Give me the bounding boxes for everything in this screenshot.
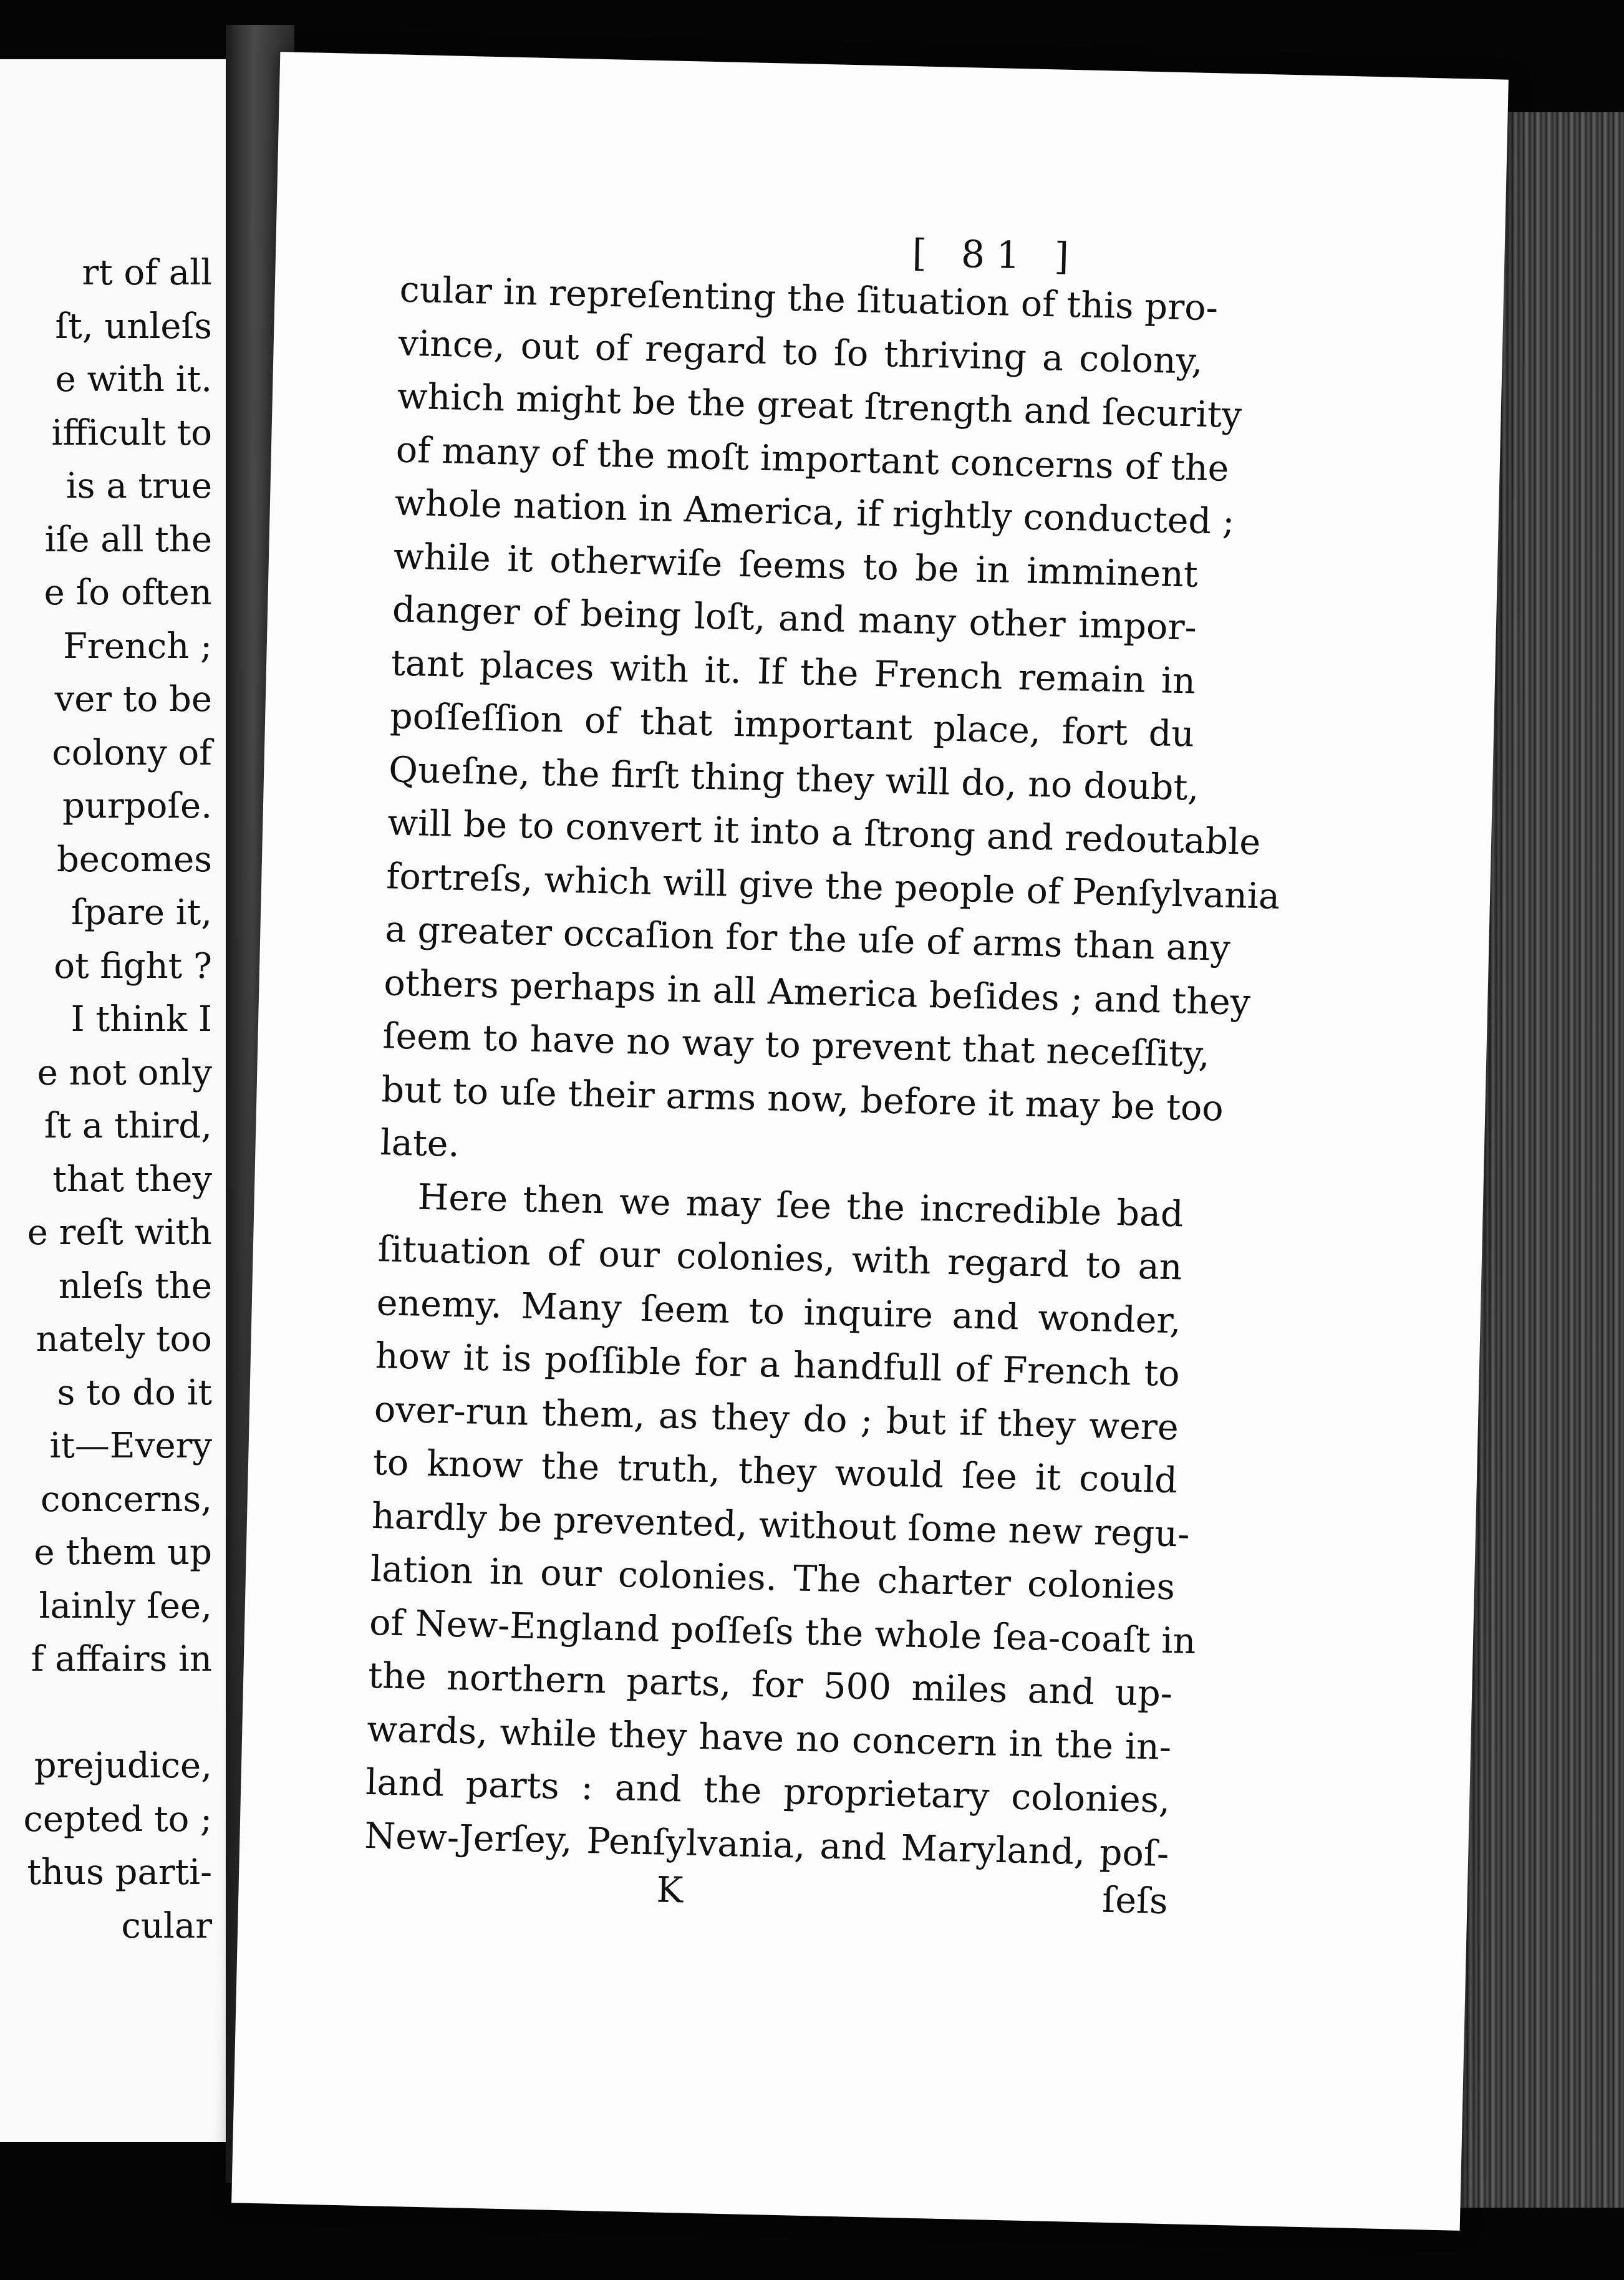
left-line: is a true bbox=[65, 466, 212, 506]
signature-mark: K bbox=[655, 1869, 684, 1911]
text-line: will be to convert it into a ſtrong and redoutable bbox=[387, 802, 1261, 864]
left-line: e them up bbox=[34, 1532, 212, 1573]
text-line: how it is poſſible for a handfull of French to bbox=[375, 1335, 1181, 1395]
text-line: poſſeſſion of that important place, fort du bbox=[389, 695, 1195, 755]
text-line: to know the truth, they would ſee it could bbox=[372, 1442, 1178, 1502]
left-line: it—Every bbox=[49, 1426, 212, 1466]
left-line: rt of all bbox=[82, 253, 212, 293]
text-line: Queſne, the firſt thing they will do, no doubt, bbox=[388, 748, 1200, 809]
left-line: concerns, bbox=[40, 1479, 212, 1520]
left-line: e not only bbox=[37, 1052, 212, 1093]
text-line: but to uſe their arms now, before it may be too bbox=[380, 1068, 1224, 1129]
left-line: becomes bbox=[56, 839, 212, 880]
text-line: whole nation in America, if rightly conducted ; bbox=[394, 482, 1235, 543]
text-line: New-Jerſey, Penſylvania, and Maryland, poſ- bbox=[364, 1815, 1169, 1875]
left-line: ifficult to bbox=[51, 412, 212, 453]
left-line: ſt a third, bbox=[44, 1106, 212, 1146]
left-line: colony of bbox=[52, 732, 212, 773]
left-line: purpoſe. bbox=[62, 786, 212, 826]
left-line: ver to be bbox=[54, 679, 212, 720]
page-body bbox=[364, 264, 1280, 1881]
left-page bbox=[0, 59, 226, 2142]
text-line: ſeem to have no way to prevent that neceſſity, bbox=[382, 1015, 1211, 1076]
left-line: s to do it bbox=[57, 1372, 212, 1413]
text-line: lation in our colonies. The charter colonies bbox=[370, 1548, 1176, 1608]
left-line: prejudice, bbox=[34, 1746, 212, 1786]
left-line: cepted to ; bbox=[23, 1799, 212, 1840]
text-line: ſituation of our colonies, with regard to an bbox=[377, 1229, 1183, 1288]
text-line: land parts : and the proprietary colonies, bbox=[365, 1761, 1171, 1822]
right-page bbox=[231, 52, 1509, 2231]
text-line: while it otherwiſe ſeems to be in imminent bbox=[393, 535, 1199, 596]
left-line: ſpare it, bbox=[71, 892, 212, 933]
left-line: iſe all the bbox=[44, 519, 212, 560]
left-line: that they bbox=[52, 1159, 212, 1200]
text-line: fortreſs, which will give the people of Penſylvania bbox=[385, 855, 1280, 917]
text-line: of many of the moſt important concerns of the bbox=[395, 428, 1230, 490]
text-line: danger of being loſt, and many other impor- bbox=[392, 589, 1197, 649]
left-line: thus parti- bbox=[27, 1852, 212, 1893]
left-line: f affairs in bbox=[31, 1639, 212, 1679]
left-line: ot fight ? bbox=[54, 945, 212, 987]
left-line: nately too bbox=[36, 1319, 212, 1360]
text-line: a greater occaſion for the uſe of arms than any bbox=[384, 909, 1231, 970]
text-line: the northern parts, for 500 miles and up- bbox=[367, 1654, 1173, 1715]
left-line: nleſs the bbox=[58, 1265, 212, 1307]
left-line: ſt, unleſs bbox=[55, 306, 212, 347]
text-line: tant places with it. If the French remain in bbox=[390, 642, 1196, 702]
left-line: e with it. bbox=[55, 359, 212, 400]
text-line: cular in repreſenting the ſituation of this pro- bbox=[399, 269, 1219, 329]
page-number: [ 81 ] bbox=[911, 231, 1081, 279]
left-page-text bbox=[0, 246, 212, 1953]
left-line: French ; bbox=[63, 626, 212, 667]
text-line: vince, out of regard to ſo thriving a colony, bbox=[398, 322, 1204, 382]
text-line: over-run them, as they do ; but if they were bbox=[374, 1388, 1179, 1448]
text-line: hardly be prevented, without ſome new regu- bbox=[371, 1495, 1191, 1555]
text-line: late. bbox=[379, 1122, 460, 1166]
left-line: cular bbox=[121, 1905, 212, 1946]
left-line: e reſt with bbox=[27, 1212, 212, 1253]
left-line: lainly ſee, bbox=[39, 1585, 212, 1626]
text-line: of New-England poſſeſs the whole ſea-coaſt in bbox=[369, 1601, 1197, 1662]
left-line bbox=[0, 1686, 212, 1740]
text-line: which might be the great ſtrength and ſecurity bbox=[397, 375, 1242, 437]
text-line: others perhaps in all America beſides ; and they bbox=[383, 962, 1251, 1023]
text-line: enemy. Many ſeem to inquire and wonder, bbox=[376, 1282, 1182, 1341]
text-line: wards, while they have no concern in the in- bbox=[366, 1708, 1172, 1768]
left-line: I think I bbox=[70, 999, 212, 1040]
catchword: ſeſs bbox=[1101, 1879, 1169, 1923]
left-line: e ſo often bbox=[44, 572, 212, 613]
paragraph-first-line: Here then we may ſee the incredible bad bbox=[417, 1176, 1184, 1235]
